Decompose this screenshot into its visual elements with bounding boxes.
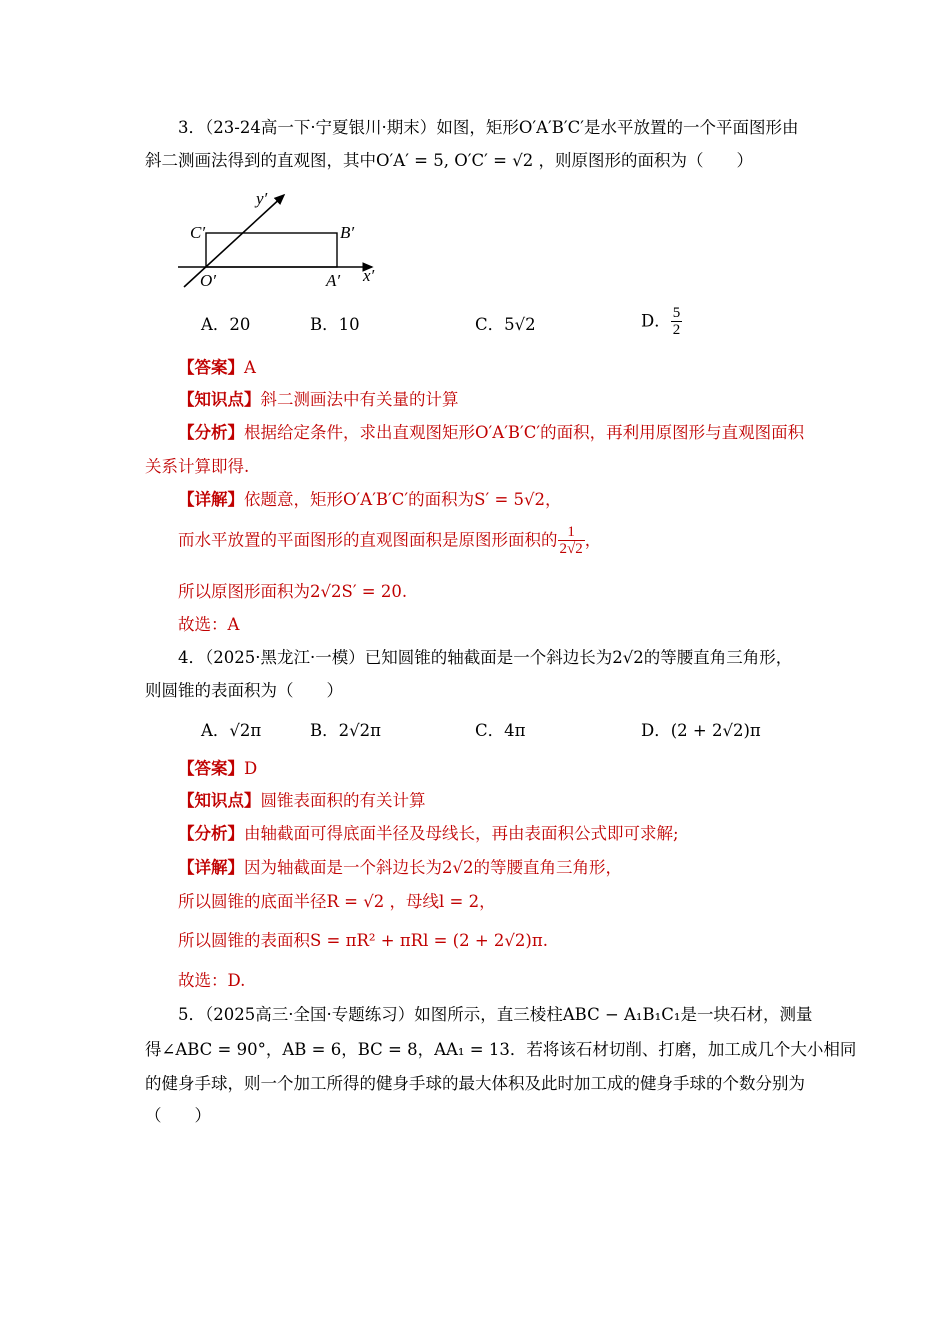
q4-option-d: D．(2 + 2√2)π [641,721,761,740]
q3-option-c-value: 5√2 [504,315,536,334]
q3-figure [176,184,396,299]
q4-analysis-tag: 【分析】 [178,824,244,843]
q4-knowledge [178,789,426,813]
q4-detail-line3: 所以圆锥的表面积S = πR² + πRl = (2 + 2√2)π. [178,931,548,950]
q3-stem-line2: 斜二测画法得到的直观图，其中O′A′ = 5, O′C′ = √2 ，则原图形的面积为（ ） [145,151,753,170]
q4-detail-text1: 因为轴截面是一个斜边长为2√2的等腰直角三角形， [244,858,623,877]
q5-stem-line2: 得∠ABC = 90°，AB = 6，BC = 8，AA₁ = 13．若将该石材切削、打磨，加工成几个大小相同 [145,1040,857,1059]
q3-option-c [475,313,536,337]
q3-detail-line2 [178,524,601,557]
q4-number: 4． [178,648,205,667]
q4-answer [178,757,257,781]
q3-option-b: B．10 [310,315,360,334]
q3-knowledge-text: 斜二测画法中有关量的计算 [260,390,459,409]
q3-detail-line3: 所以原图形面积为2√2S′ = 20. [178,582,408,601]
q3-detail-text2-post: ， [584,530,602,550]
label-o: O′ [200,271,216,290]
q3-option-d-letter: D． [641,311,671,331]
q4-option-b: B．2√2π [310,721,381,740]
q3-answer-tag: 【答案】 [178,358,244,377]
q4-stem-line1 [178,646,792,670]
q4-option-a: A．√2π [201,721,262,740]
q3-analysis-text1: 根据给定条件，求出直观图矩形O′A′B′C′的面积，再利用原图形与直观图面积 [244,423,805,442]
q3-answer [178,356,256,380]
q4-source: （2025·黑龙江·一模） [205,648,365,667]
q4-option-c: C．4π [475,721,526,740]
q3-detail-frac-num: 1 [558,524,585,541]
q5-stem-line3: 的健身手球，则一个加工所得的健身手球的最大体积及此时加工成的健身手球的个数分别为 [145,1074,805,1093]
q5-stem-line1 [178,1003,813,1027]
q3-detail-tag: 【详解】 [178,490,244,509]
q3-analysis-tag: 【分析】 [178,423,244,442]
q5-stem-text1: 如图所示，直三棱柱ABC − A₁B₁C₁是一块石材，测量 [414,1005,813,1024]
q3-detail-fraction [558,524,585,557]
q4-answer-tag: 【答案】 [178,759,244,778]
q5-source: （2025高三·全国·专题练习） [205,1005,415,1024]
q3-option-d [641,305,682,338]
q4-analysis-text: 由轴截面可得底面半径及母线长，再由表面积公式即可求解; [244,824,679,843]
q3-stem-line1 [178,116,799,140]
q3-option-d-den: 2 [672,322,681,338]
q3-option-d-num: 5 [672,305,681,321]
label-x: x′ [363,266,375,285]
label-a: A′ [326,271,341,290]
q3-detail-line1 [178,488,562,512]
q5-number: 5． [178,1005,205,1024]
q3-stem-text1: 如图，矩形O′A′B′C′是水平放置的一个平面图形由 [436,118,799,137]
q4-stem-text1: 已知圆锥的轴截面是一个斜边长为2√2的等腰直角三角形， [364,648,793,667]
q3-knowledge [178,388,459,412]
q4-answer-value: D [244,759,258,778]
q4-detail-line1 [178,856,622,880]
q3-option-d-fraction [671,305,683,338]
q3-detail-text1: 依题意，矩形O′A′B′C′的面积为S′ = 5√2， [244,490,562,509]
label-c: C′ [190,223,206,242]
rectangle-oabc [206,233,337,267]
q3-choice: 故选：A [178,615,240,634]
q5-stem-line4: （ ） [145,1106,211,1125]
q4-detail-tag: 【详解】 [178,858,244,877]
q3-source: （23-24高一下·宁夏银川·期末） [205,118,437,137]
label-y: y′ [256,189,268,208]
q4-detail-line2: 所以圆锥的底面半径R = √2 ，母线l = 2， [178,892,496,911]
q3-knowledge-tag: 【知识点】 [178,390,261,409]
q3-answer-value: A [244,358,256,377]
q3-detail-text2: 而水平放置的平面图形的直观图面积是原图形面积的 [178,530,558,550]
q3-number: 3． [178,118,205,137]
q3-detail-frac-den: 2√2 [559,541,583,557]
q3-analysis-line2: 关系计算即得. [145,457,250,476]
q3-option-a: A．20 [201,315,251,334]
q3-analysis-line1 [178,421,804,445]
q4-knowledge-tag: 【知识点】 [178,791,261,810]
q4-stem-line2: 则圆锥的表面积为（ ） [145,681,343,700]
q4-choice: 故选：D. [178,971,246,990]
label-b: B′ [340,223,355,242]
q4-analysis [178,822,679,846]
q3-option-c-letter: C． [475,315,505,334]
q4-knowledge-text: 圆锥表面积的有关计算 [260,791,426,810]
